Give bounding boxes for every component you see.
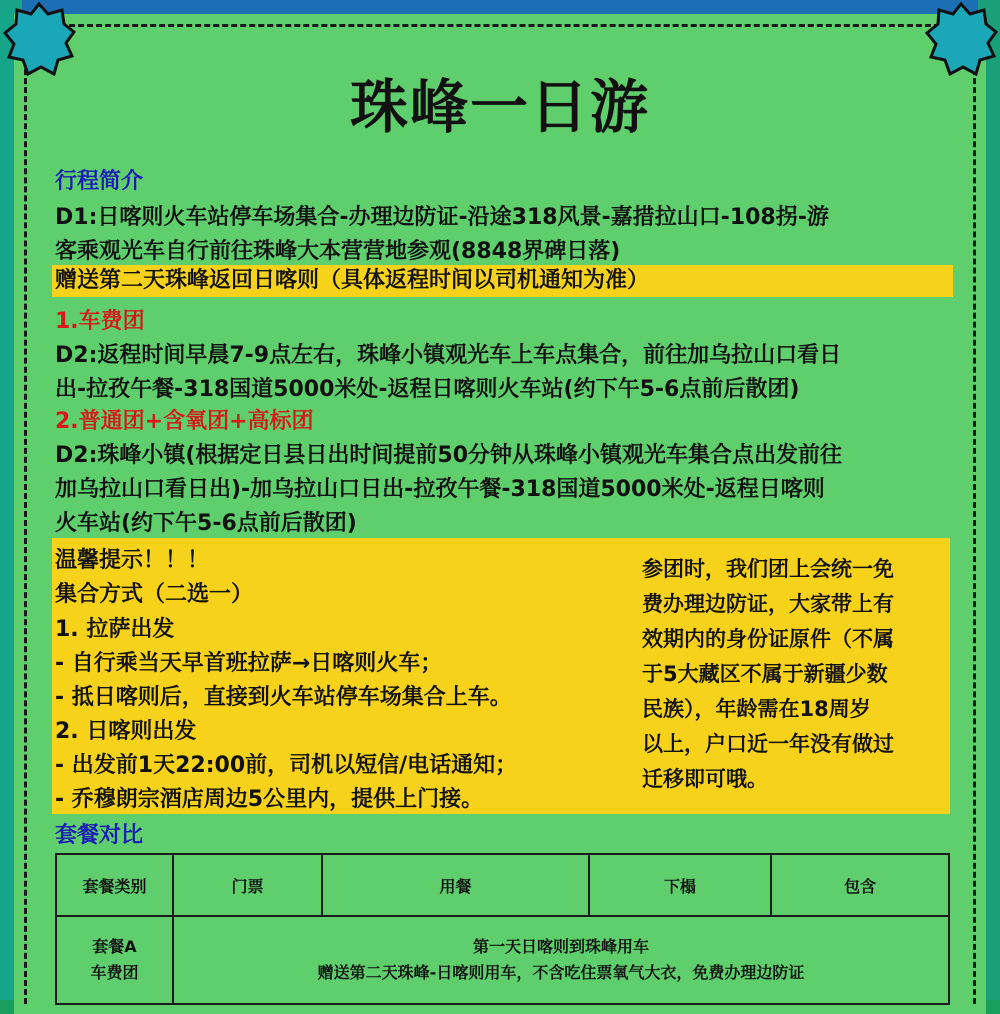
table-row bbox=[56, 916, 949, 1004]
package-type: 车费团 bbox=[90, 963, 139, 982]
note-line: 以上，户口近一年没有做过 bbox=[642, 732, 894, 756]
note-line: 民族），年龄需在18周岁 bbox=[642, 697, 871, 721]
gather-heading: 集合方式（二选一） bbox=[55, 582, 254, 607]
option-a-title: 1. 拉萨出发 bbox=[55, 617, 175, 642]
option1-line: 出-拉孜午餐-318国道5000米处-返程日喀则火车站(约下午5-6点前后散团) bbox=[55, 377, 800, 402]
option2-title: 2.普通团+含氧团+高标团 bbox=[55, 409, 314, 434]
package-desc: 赠送第二天珠峰-日喀则用车，不含吃住票氧气大衣，免费办理边防证 bbox=[317, 963, 805, 982]
option2-line: 火车站(约下午5-6点前后散团) bbox=[55, 511, 357, 536]
package-name-cell bbox=[56, 916, 173, 1004]
option2-line: 加乌拉山口看日出)-加乌拉山口日出-拉孜午餐-318国道5000米处-返程日喀则 bbox=[55, 477, 825, 502]
page-title: 珠峰一日游 bbox=[349, 73, 650, 141]
option-a-item: - 抵日喀则后，直接到火车站停车场集合上车。 bbox=[55, 685, 512, 710]
package-desc: 第一天日喀则到珠峰用车 bbox=[472, 937, 649, 956]
option-b-item: - 乔穆朗宗酒店周边5公里内，提供上门接。 bbox=[55, 787, 484, 812]
option1-line: D2:返程时间早晨7-9点左右，珠峰小镇观光车上车点集合，前往加乌拉山口看日 bbox=[55, 343, 842, 368]
note-line: 效期内的身份证原件（不属 bbox=[642, 627, 894, 651]
table-header: 用餐 bbox=[322, 854, 589, 916]
dashed-border-right bbox=[973, 24, 976, 1004]
package-table bbox=[55, 853, 950, 1005]
table-header: 下榻 bbox=[589, 854, 771, 916]
table-header: 门票 bbox=[173, 854, 322, 916]
dashed-border-top bbox=[24, 24, 976, 27]
package-name: 套餐A bbox=[92, 937, 137, 956]
option-b-item: - 出发前1天22:00前，司机以短信/电话通知； bbox=[55, 753, 518, 778]
table-header: 套餐类别 bbox=[56, 854, 173, 916]
option-b-title: 2. 日喀则出发 bbox=[55, 719, 197, 744]
note-line: 迁移即可哦。 bbox=[642, 767, 768, 791]
d1-line: 客乘观光车自行前往珠峰大本营营地参观(8848界碑日落) bbox=[55, 239, 621, 264]
note-line: 于5大藏区不属于新疆少数 bbox=[642, 662, 888, 686]
table-header-row bbox=[56, 854, 949, 916]
d1-line: D1:日喀则火车站停车场集合-办理边防证-沿途318风景-嘉措拉山口-108拐-游 bbox=[55, 205, 829, 230]
gift-highlight: 赠送第二天珠峰返回日喀则（具体返程时间以司机通知为准） bbox=[52, 265, 953, 297]
note-line: 费办理边防证，大家带上有 bbox=[642, 592, 894, 616]
option-a-item: - 自行乘当天早首班拉萨→日喀则火车； bbox=[55, 651, 443, 676]
dashed-border-left bbox=[24, 24, 27, 1004]
compare-heading: 套餐对比 bbox=[55, 823, 144, 848]
id-note bbox=[642, 552, 942, 797]
option1-title: 1.车费团 bbox=[55, 309, 145, 334]
table-header: 包含 bbox=[771, 854, 949, 916]
option2-line: D2:珠峰小镇(根据定日县日出时间提前50分钟从珠峰小镇观光车集合点出发前往 bbox=[55, 443, 843, 468]
intro-heading: 行程简介 bbox=[55, 169, 144, 194]
note-line: 参团时，我们团上会统一免 bbox=[642, 557, 894, 581]
tips-heading: 温馨提示！！！ bbox=[55, 548, 210, 573]
package-desc-cell bbox=[173, 916, 949, 1004]
